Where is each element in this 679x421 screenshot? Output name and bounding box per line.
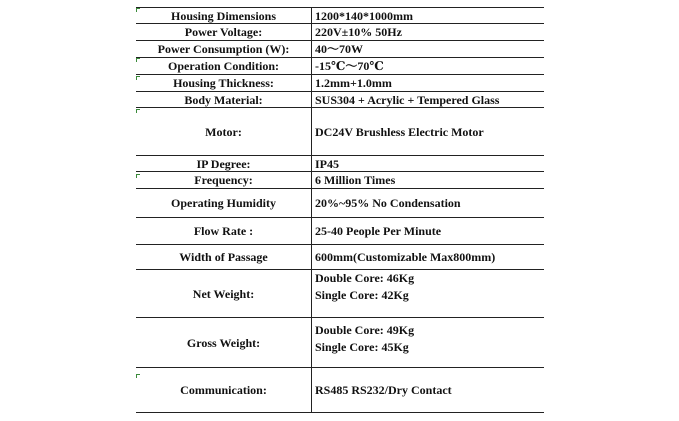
- spec-label: Frequency:: [136, 172, 312, 189]
- spec-value: SUS304 + Acrylic + Tempered Glass: [315, 92, 500, 107]
- spec-label: Net Weight:: [136, 270, 312, 318]
- spec-label: Width of Passage: [136, 245, 312, 270]
- cell-marker: [136, 58, 140, 62]
- cell-marker: [136, 76, 140, 80]
- spec-value: 20%~95% No Condensation: [315, 196, 461, 210]
- spec-row-housing-thickness: [136, 75, 544, 92]
- spec-row-operating-humidity: [136, 189, 544, 218]
- spec-value: 1200*140*1000mm: [315, 8, 413, 23]
- spec-value: RS485 RS232/Dry Contact: [315, 383, 452, 397]
- spec-value: 25-40 People Per Minute: [315, 224, 442, 238]
- spec-row-power-voltage: [136, 24, 544, 41]
- spec-label: Power Voltage:: [136, 24, 312, 41]
- spec-row-communication: [136, 368, 544, 413]
- spec-label: Operating Humidity: [136, 189, 312, 218]
- spec-value: Double Core: 49Kg: [315, 323, 415, 337]
- cell-marker: [136, 8, 140, 12]
- spec-value: Single Core: 45Kg: [315, 340, 409, 354]
- spec-row-power-consumption: [136, 41, 544, 58]
- spec-label: Flow Rate :: [136, 218, 312, 245]
- spec-row-flow-rate: [136, 218, 544, 245]
- spec-row-net-weight: [136, 270, 544, 318]
- spec-label: Housing Dimensions: [136, 8, 312, 24]
- spec-label: Motor:: [136, 108, 312, 156]
- spec-row-operation-condition: [136, 58, 544, 75]
- specification-table: [136, 7, 544, 413]
- spec-row-frequency: [136, 172, 544, 189]
- spec-value: Single Core: 42Kg: [315, 288, 409, 302]
- spec-label: Housing Thickness:: [136, 75, 312, 92]
- spec-value: 1.2mm+1.0mm: [315, 76, 392, 90]
- spec-row-housing-dimensions: [136, 8, 544, 24]
- spec-value: 40～70W: [315, 42, 364, 56]
- cell-marker: [136, 109, 140, 113]
- spec-label: Gross Weight:: [136, 318, 312, 368]
- spec-value: DC24V Brushless Electric Motor: [315, 124, 484, 139]
- spec-label: Operation Condition:: [136, 58, 312, 75]
- spec-row-gross-weight: [136, 318, 544, 368]
- spec-value: 220V±10% 50Hz: [315, 25, 402, 39]
- spec-label: Body Material:: [136, 92, 312, 108]
- spec-row-body-material: [136, 92, 544, 108]
- cell-marker: [136, 174, 140, 178]
- cell-marker: [136, 374, 140, 378]
- spec-value: 600mm(Customizable Max800mm): [315, 250, 496, 264]
- spec-row-motor: [136, 108, 544, 156]
- spec-label: IP Degree:: [136, 156, 312, 172]
- spec-row-ip-degree: [136, 156, 544, 172]
- spec-label: Communication:: [136, 368, 312, 413]
- spec-value: 6 Million Times: [315, 173, 396, 187]
- spec-label: Power Consumption (W):: [136, 41, 312, 58]
- spec-value: -15℃～70℃: [315, 59, 384, 73]
- spec-row-width-of-passage: [136, 245, 544, 270]
- spec-value: IP45: [315, 156, 339, 171]
- spec-value: Double Core: 46Kg: [315, 271, 415, 285]
